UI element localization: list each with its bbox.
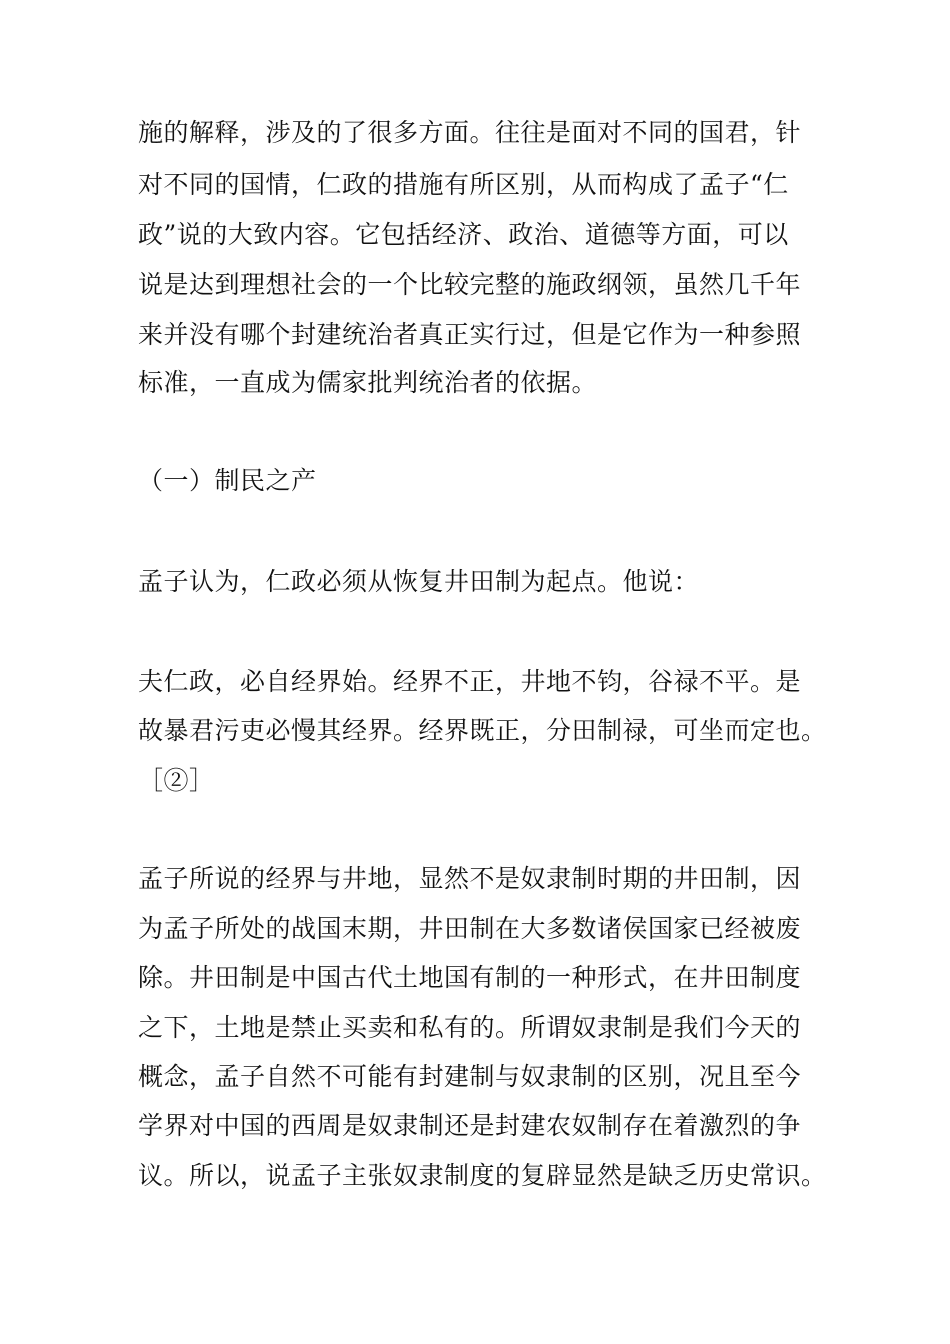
paragraph-1-line-5: 来并没有哪个封建统治者真正实行过，但是它作为一种参照 (138, 320, 802, 349)
paragraph-1-line-4: 说是达到理想社会的一个比较完整的施政纲领，虽然几千年 (138, 270, 802, 299)
paragraph-3-line-6: 学界对中国的西周是奴隶制还是封建农奴制存在着激烈的争 (138, 1111, 802, 1140)
paragraph-3-line-7: 议。所以，说孟子主张奴隶制度的复辟显然是缺乏历史常识。 (138, 1161, 827, 1190)
paragraph-1-line-3: 政”说的大致内容。它包括经济、政治、道德等方面，可以 (138, 220, 789, 249)
quote-line-1: 夫仁政，必自经界始。经界不正，井地不钧，谷禄不平。是 (138, 667, 802, 696)
paragraph-3-line-2: 为孟子所处的战国末期，井田制在大多数诸侯国家已经被废 (138, 914, 802, 943)
paragraph-1-line-1: 施的解释，涉及的了很多方面。往往是面对不同的国君，针 (138, 118, 802, 147)
paragraph-3-line-1: 孟子所说的经界与井地，显然不是奴隶制时期的井田制，因 (138, 864, 802, 893)
paragraph-3-line-3: 除。井田制是中国古代土地国有制的一种形式，在井田制度 (138, 963, 802, 992)
paragraph-1-line-2: 对不同的国情，仁政的措施有所区别，从而构成了孟子“仁 (138, 170, 789, 199)
section-heading: （一）制民之产 (138, 466, 317, 495)
paragraph-2-line-1: 孟子认为，仁政必须从恢复井田制为起点。他说： (138, 567, 700, 596)
footnote-marker: ［②］ (138, 766, 215, 795)
paragraph-3-line-5: 概念，孟子自然不可能有封建制与奴隶制的区别，况且至今 (138, 1062, 802, 1091)
paragraph-1-line-6: 标准，一直成为儒家批判统治者的依据。 (138, 368, 598, 397)
paragraph-3-line-4: 之下，土地是禁止买卖和私有的。所谓奴隶制是我们今天的 (138, 1013, 802, 1042)
quote-line-2: 故暴君污吏必慢其经界。经界既正，分田制禄，可坐而定也。 (138, 716, 827, 745)
